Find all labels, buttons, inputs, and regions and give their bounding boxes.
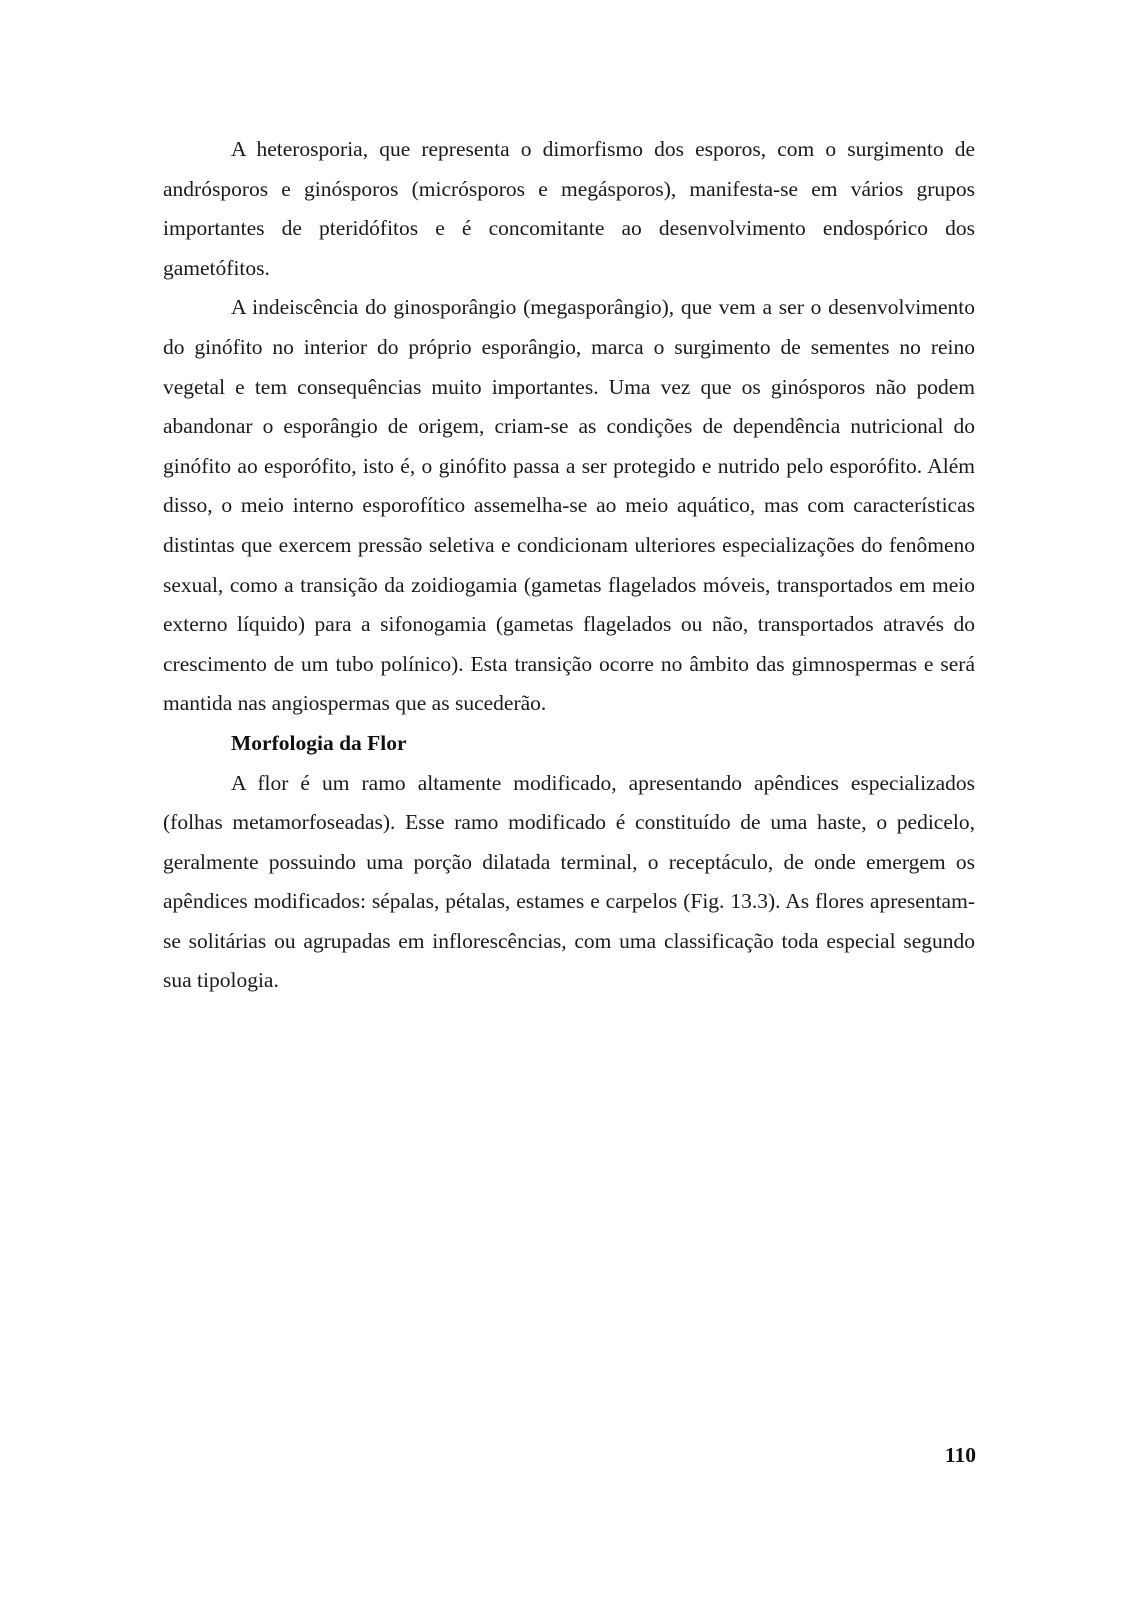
body-text (163, 130, 975, 1001)
paragraph-heterosporia: A heterosporia, que representa o dimorfismo dos esporos, com o surgimento de andrósporos e ginósporos (micrósporos e megásporos), manifesta-se em vários grupos importantes de pteridófitos e é concomitante ao desenvolvimento endospórico dos gametófitos. (163, 137, 975, 280)
page-number: 110 (944, 1443, 976, 1467)
paragraph-indeiscencia: A indeiscência do ginosporângio (megasporângio), que vem a ser o desenvolvimento do ginófito no interior do próprio esporângio, marca o surgimento de sementes no reino vegetal e tem consequências muito importantes. Uma vez que os ginósporos não podem abandonar o esporângio de origem, criam-se as condições de dependência nutricional do ginófito ao esporófito, isto é, o ginófito passa a ser protegido e nutrido pelo esporófito. Além disso, o meio interno esporofítico assemelha-se ao meio aquático, mas com características distintas que exercem pressão seletiva e condicionam ulteriores especializações do fenômeno sexual, como a transição da zoidiogamia (gametas flagelados móveis, transportados em meio externo líquido) para a sifonogamia (gametas flagelados ou não, transportados através do crescimento de um tubo polínico). Esta transição ocorre no âmbito das gimnospermas e será mantida nas angiospermas que as sucederão. (163, 295, 975, 716)
paragraph-flor: A flor é um ramo altamente modificado, apresentando apêndices especializados (folhas metamorfoseadas). Esse ramo modificado é constituído de uma haste, o pedicelo, geralmente possuindo uma porção dilatada terminal, o receptáculo, de onde emergem os apêndices modificados: sépalas, pétalas, estames e carpelos (Fig. 13.3). As flores apresentam-se solitárias ou agrupadas em inflorescências, com uma classificação toda especial segundo sua tipologia. (163, 770, 975, 993)
section-heading: Morfologia da Flor (231, 730, 407, 755)
